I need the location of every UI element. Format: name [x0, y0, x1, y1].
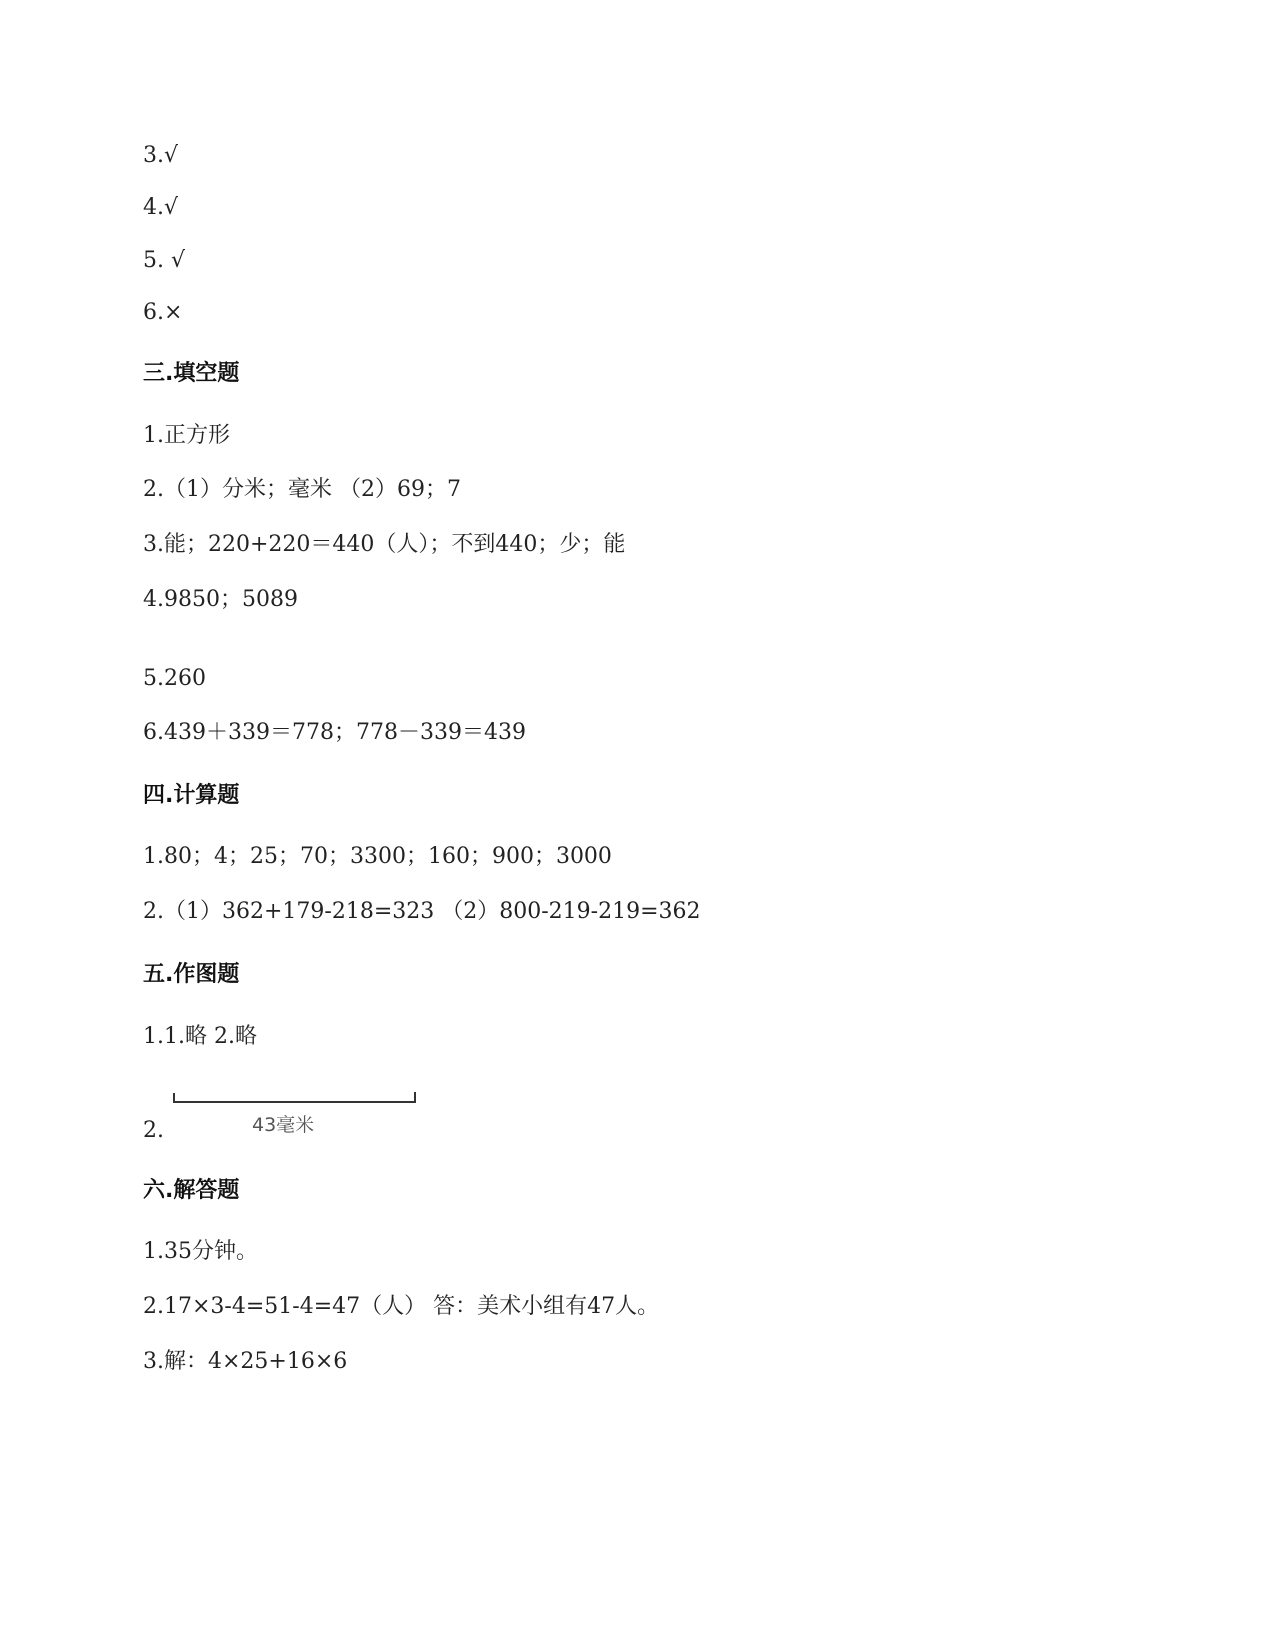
- fill-in-answer-2: 2.（1）分米；毫米 （2）69；7: [143, 477, 461, 502]
- section-heading-drawing: 五.作图题: [143, 962, 240, 987]
- line-segment-figure: [172, 1090, 418, 1136]
- calculation-answer-2: 2.（1）362+179-218=323 （2）800-219-219=362: [143, 899, 701, 924]
- drawing-answer-1: 1.1.略 2.略: [143, 1024, 257, 1049]
- section-heading-word-problems: 六.解答题: [143, 1178, 240, 1203]
- fill-in-answer-3: 3.能；220+220＝440（人）；不到440；少；能: [143, 532, 626, 557]
- fill-in-answer-6: 6.439＋339＝778；778－339＝439: [143, 720, 526, 745]
- fill-in-answer-1: 1.正方形: [143, 423, 230, 448]
- judgement-answer-4: 4.√: [143, 195, 179, 220]
- line-segment-length-label: 43毫米: [252, 1114, 315, 1136]
- drawing-answer-2: 2.: [143, 1118, 164, 1143]
- judgement-answer-6: 6.×: [143, 300, 183, 325]
- word-problem-answer-1: 1.35分钟。: [143, 1239, 258, 1264]
- fill-in-answer-4: 4.9850；5089: [143, 587, 298, 612]
- calculation-answer-1: 1.80；4；25；70；3300；160；900；3000: [143, 844, 612, 869]
- judgement-answer-3: 3.√: [143, 143, 179, 168]
- section-heading-fill-in: 三.填空题: [143, 361, 240, 386]
- fill-in-answer-5: 5.260: [143, 666, 206, 691]
- judgement-answer-5: 5. √: [143, 248, 186, 273]
- word-problem-answer-3: 3.解：4×25+16×6: [143, 1349, 348, 1374]
- line-segment-graphic: [172, 1090, 418, 1110]
- section-heading-calculation: 四.计算题: [143, 783, 240, 808]
- word-problem-answer-2: 2.17×3-4=51-4=47（人） 答：美术小组有47人。: [143, 1294, 660, 1319]
